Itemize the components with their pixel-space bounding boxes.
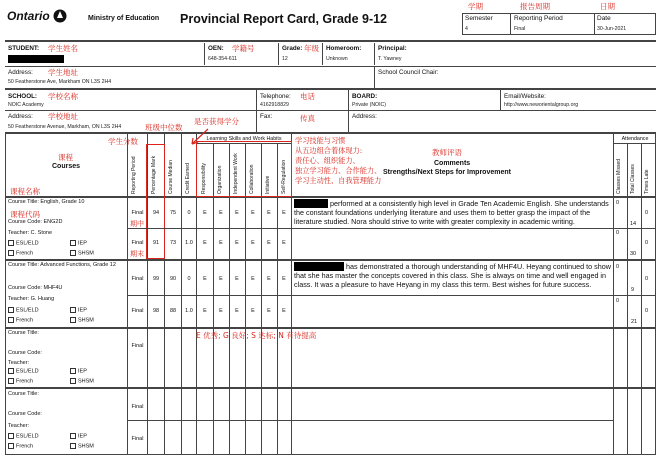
ministry-name: Ministry of Education: [88, 15, 160, 22]
french-checkbox[interactable]: [8, 378, 14, 384]
ann-student-address: 学生地址: [48, 68, 78, 77]
french-checkbox[interactable]: [8, 250, 14, 256]
course-1-teacher: Teacher: C. Stone: [8, 230, 53, 236]
ann-final: 期末: [130, 250, 144, 258]
c2r2-skill-3: E: [235, 308, 239, 314]
c2r1-skill-4: E: [251, 276, 255, 282]
ann-grade: 年级: [304, 44, 319, 53]
telephone-label: Telephone:: [260, 93, 291, 100]
c1r2-skill-5: E: [267, 240, 271, 246]
date-value: 30-Jun-2021: [597, 26, 627, 32]
c1r1-skill-5: E: [267, 210, 271, 216]
c1r1-skill-3: E: [235, 210, 239, 216]
email-value[interactable]: http://www.neworientalgroup.org: [504, 102, 579, 108]
homeroom-value: Unknown: [326, 56, 348, 62]
c4r1-period: Final: [131, 404, 144, 410]
french-label: French: [16, 443, 34, 450]
c2r2-skill-1: E: [203, 308, 207, 314]
c1r1-median: 75: [169, 210, 177, 216]
col-times-late: Times Late: [644, 169, 650, 194]
c1r1-late: 0: [645, 210, 649, 216]
course-1-iep[interactable]: [70, 240, 87, 246]
ann-skills-line-5: 学习主动性、自我管理能力: [295, 176, 382, 185]
course-1-shsm[interactable]: [70, 250, 94, 256]
course-2-comment-lead: has demonstrated a thorough understanding of MHF4U. Heyang: [346, 262, 551, 271]
c1r1-skill-6: E: [282, 210, 286, 216]
ann-credit: 是否获得学分: [194, 117, 239, 126]
c1r2-median: 73: [169, 240, 177, 246]
course-3-shsm[interactable]: [70, 378, 94, 384]
c2r2-median: 88: [169, 308, 177, 314]
shsm-label: SHSM: [78, 443, 94, 450]
ann-median: 班级中位数: [145, 123, 183, 132]
course-4-french[interactable]: [8, 443, 33, 449]
c2r2-period: Final: [131, 308, 144, 314]
fax-label: Fax:: [260, 113, 273, 120]
c2r2-skill-2: E: [219, 308, 223, 314]
c1r1-pct: 94: [152, 210, 160, 216]
ann-score: 学生分数: [108, 137, 138, 146]
c2r1-total: 9: [631, 287, 635, 293]
col-initiative: Initiative: [265, 175, 271, 194]
c1r1-total: 14: [630, 221, 637, 227]
col-independent-work: Independent Work: [233, 153, 239, 194]
ann-date: 日期: [600, 2, 615, 11]
c2r2-skill-4: E: [251, 308, 255, 314]
col-percentage-mark: Percentage Mark: [151, 155, 157, 194]
esl-checkbox[interactable]: [8, 433, 14, 439]
c2r2-total: 21: [631, 319, 638, 325]
course-2-iep[interactable]: [70, 307, 87, 313]
iep-checkbox[interactable]: [70, 368, 76, 374]
courses-header: Courses: [52, 163, 81, 170]
esl-checkbox[interactable]: [8, 307, 14, 313]
course-1-comment-body: She understands the constant foundations underlying literature and uses them to better grasp the impact of the literature studied. Nora should strive to write with greater complexity in academic writing.: [294, 199, 609, 226]
ann-fax: 传真: [300, 114, 315, 123]
semester-label: Semester: [465, 15, 493, 22]
c1r1-credit: 0: [187, 210, 191, 216]
address2-label: Address:: [352, 113, 377, 120]
semester-value: 4: [465, 26, 468, 32]
ann-box-skills: [196, 141, 292, 197]
iep-checkbox[interactable]: [70, 307, 76, 313]
c1r2-late: 0: [645, 240, 649, 246]
ann-skills-line-4: 独立学习能力、合作能力、: [295, 166, 382, 175]
ann-student-name: 学生姓名: [48, 44, 78, 53]
course-1-french[interactable]: [8, 250, 33, 256]
course-2-comment: [294, 262, 612, 289]
trillium-icon: [53, 9, 67, 23]
c1r2-missed: 0: [616, 230, 620, 236]
esl-checkbox[interactable]: [8, 240, 14, 246]
grade-value: 12: [282, 56, 288, 62]
school-address-label: Address:: [8, 113, 33, 120]
ann-period: 报告周期: [520, 2, 550, 11]
esl-label: ESL/ELD: [16, 240, 39, 247]
shsm-checkbox[interactable]: [70, 250, 76, 256]
c1r1-missed: 0: [616, 200, 620, 206]
principal-value: T. Yawney: [378, 56, 402, 62]
student-address-label: Address:: [8, 69, 33, 76]
course-4-iep[interactable]: [70, 433, 87, 439]
esl-label: ESL/ELD: [16, 307, 39, 314]
c2r2-pct: 98: [152, 308, 160, 314]
c2r1-late: 0: [645, 276, 649, 282]
c1r1-skill-4: E: [251, 210, 255, 216]
c1r2-skill-2: E: [219, 240, 223, 246]
c2r1-skill-2: E: [219, 276, 223, 282]
course-4-shsm[interactable]: [70, 443, 94, 449]
grade-label: Grade:: [282, 45, 303, 52]
c4r2-period: Final: [131, 436, 144, 442]
ann-course-code: 课程代码: [10, 210, 40, 219]
homeroom-label: Homeroom:: [326, 45, 362, 52]
c2r1-skill-1: E: [203, 276, 207, 282]
c2r2-late: 0: [645, 308, 649, 314]
ann-comments: 教师评语: [432, 148, 462, 157]
french-label: French: [16, 378, 34, 385]
ann-skills-line-1: 学习技能与习惯: [295, 136, 346, 145]
esl-checkbox[interactable]: [8, 368, 14, 374]
ann-course-name: 课程名称: [10, 187, 40, 196]
ann-semester: 学期: [468, 2, 483, 11]
esl-label: ESL/ELD: [16, 433, 39, 440]
course-4-esl[interactable]: [8, 433, 39, 439]
ann-skills-line-2: 从五边组合着体现力:: [295, 146, 363, 155]
ann-skills: [295, 136, 381, 186]
c1r2-skill-1: E: [203, 240, 207, 246]
col-total-classes: Total Classes: [630, 164, 636, 194]
page-title: Provincial Report Card, Grade 9-12: [180, 12, 388, 26]
board-label: BOARD:: [352, 93, 378, 100]
c2r1-period: Final: [131, 276, 144, 282]
c1r2-total: 30: [630, 251, 637, 257]
oen-value: 648-354-611: [208, 56, 238, 62]
course-1-comment-lead: performed at a consistently high level in Grade Ten Academic English.: [330, 199, 553, 208]
iep-label: IEP: [78, 240, 87, 247]
school-label: SCHOOL:: [8, 93, 38, 100]
course-1-code: Course Code: ENG2D: [8, 219, 63, 225]
student-label: STUDENT:: [8, 45, 40, 52]
comments-header: Comments: [434, 160, 471, 167]
c2r1-credit: 0: [187, 276, 191, 282]
ann-school-name: 学校名称: [48, 92, 78, 101]
ann-oen: 学籍号: [232, 44, 255, 53]
student-address-value: 50 Featherstone Ave, Markham ON L3S 2H4: [8, 79, 112, 85]
esl-label: ESL/ELD: [16, 368, 39, 375]
ann-arrow-credit: [188, 127, 218, 149]
strengths-header: Strengths/Next Steps for Improvement: [383, 169, 511, 176]
course-1-title: Course Title: English, Grade 10: [8, 199, 85, 205]
student-name-redacted: [294, 199, 328, 208]
period-value: Final: [514, 26, 526, 32]
course-3-esl[interactable]: [8, 368, 39, 374]
c3r1-period: Final: [131, 343, 144, 349]
iep-checkbox[interactable]: [70, 240, 76, 246]
course-2-french[interactable]: [8, 317, 33, 323]
course-2-shsm[interactable]: [70, 317, 94, 323]
ann-courses: 课程: [58, 153, 73, 162]
ontario-logo: [7, 9, 67, 23]
student-name-redacted: [8, 55, 64, 63]
date-label: Date: [597, 15, 611, 22]
shsm-label: SHSM: [78, 250, 94, 257]
c1r2-pct: 91: [152, 240, 160, 246]
c2r1-skill-5: E: [267, 276, 271, 282]
course-3-iep[interactable]: [70, 368, 87, 374]
c1r2-skill-3: E: [235, 240, 239, 246]
col-credit-earned: Credit Earned: [185, 163, 191, 194]
shsm-checkbox[interactable]: [70, 378, 76, 384]
principal-label: Principal:: [378, 45, 407, 52]
shsm-checkbox[interactable]: [70, 443, 76, 449]
col-course-median: Course Median: [168, 160, 174, 194]
course-1-comment: [294, 199, 612, 226]
c2r1-missed: 0: [616, 264, 620, 270]
course-4-teacher: Teacher:: [8, 423, 30, 429]
ann-grade-legend: E 优秀; G 良好; S 达标; N 有待提高: [196, 331, 317, 340]
shsm-label: SHSM: [78, 378, 94, 385]
iep-checkbox[interactable]: [70, 433, 76, 439]
c2r2-credit: 1.0: [185, 308, 193, 314]
course-2-esl[interactable]: [8, 307, 39, 313]
col-responsibility: Responsibility: [201, 163, 207, 194]
course-2-title: Course Title: Advanced Functions, Grade 12: [8, 262, 116, 268]
iep-label: IEP: [78, 307, 87, 314]
french-checkbox[interactable]: [8, 317, 14, 323]
ann-skills-line-3: 责任心、组织能力、: [295, 156, 360, 165]
c1r1-period: Final: [131, 210, 144, 216]
telephone-value: 4162918829: [260, 102, 289, 108]
col-collaboration: Collaboration: [249, 164, 255, 194]
course-2-teacher: Teacher: G. Huang: [8, 296, 55, 302]
french-label: French: [16, 317, 34, 324]
col-organization: Organization: [217, 165, 223, 194]
course-3-teacher: Teacher:: [8, 360, 30, 366]
c2r1-median: 90: [169, 276, 177, 282]
course-3-code: Course Code:: [8, 350, 42, 356]
period-label: Reporting Period: [514, 15, 563, 22]
board-value: Private (NOIC): [352, 102, 387, 108]
french-checkbox[interactable]: [8, 443, 14, 449]
ann-midterm: 期中: [130, 220, 144, 228]
school-address-value: 50 Featherstone Avenue, Markham, ON L3S 2H4: [8, 124, 122, 130]
c1r2-skill-4: E: [251, 240, 255, 246]
c2r2-skill-6: E: [282, 308, 286, 314]
ann-telephone: 电话: [300, 92, 315, 101]
course-2-code: Course Code: MHF4U: [8, 285, 63, 291]
course-2-comment-body: continued to show that she has master the concepts covered in this class. She is always on time and well engaged in class. It was a pleasure to have Heyang in my class this term. Best wishes for future success.: [294, 262, 611, 289]
c1r1-skill-1: E: [203, 210, 207, 216]
c2r1-skill-3: E: [235, 276, 239, 282]
c1r2-skill-6: E: [282, 240, 286, 246]
school-name-value: NOIC Academy: [8, 102, 44, 108]
french-label: French: [16, 250, 34, 257]
c2r1-pct: 99: [152, 276, 160, 282]
shsm-checkbox[interactable]: [70, 317, 76, 323]
col-reporting-period: Reporting Period: [131, 156, 137, 194]
c1r2-period: Final: [131, 240, 144, 246]
c2r1-skill-6: E: [282, 276, 286, 282]
course-4-title: Course Title:: [8, 391, 39, 397]
learning-skills-header: Learning Skills and Work Habits: [206, 136, 282, 142]
ann-school-address: 学校地址: [48, 112, 78, 121]
c1r1-skill-2: E: [219, 210, 223, 216]
col-classes-missed: Classes Missed: [616, 158, 622, 194]
oen-label: OEN:: [208, 45, 224, 52]
iep-label: IEP: [78, 433, 87, 440]
shsm-label: SHSM: [78, 317, 94, 324]
email-label: Email/Website:: [504, 93, 546, 100]
course-1-esl[interactable]: [8, 240, 39, 246]
course-4-code: Course Code:: [8, 411, 42, 417]
iep-label: IEP: [78, 368, 87, 375]
c2r2-skill-5: E: [267, 308, 271, 314]
c1r2-credit: 1.0: [185, 240, 193, 246]
student-name-redacted: [294, 262, 344, 271]
ontario-wordmark: Ontario: [7, 9, 50, 23]
council-label: School Council Chair:: [378, 69, 439, 76]
course-3-title: Course Title:: [8, 330, 39, 336]
attendance-header: Attendance: [621, 136, 649, 142]
col-self-regulation: Self-Regulation: [281, 159, 287, 194]
course-3-french[interactable]: [8, 378, 33, 384]
c2r2-missed: 0: [616, 298, 620, 304]
